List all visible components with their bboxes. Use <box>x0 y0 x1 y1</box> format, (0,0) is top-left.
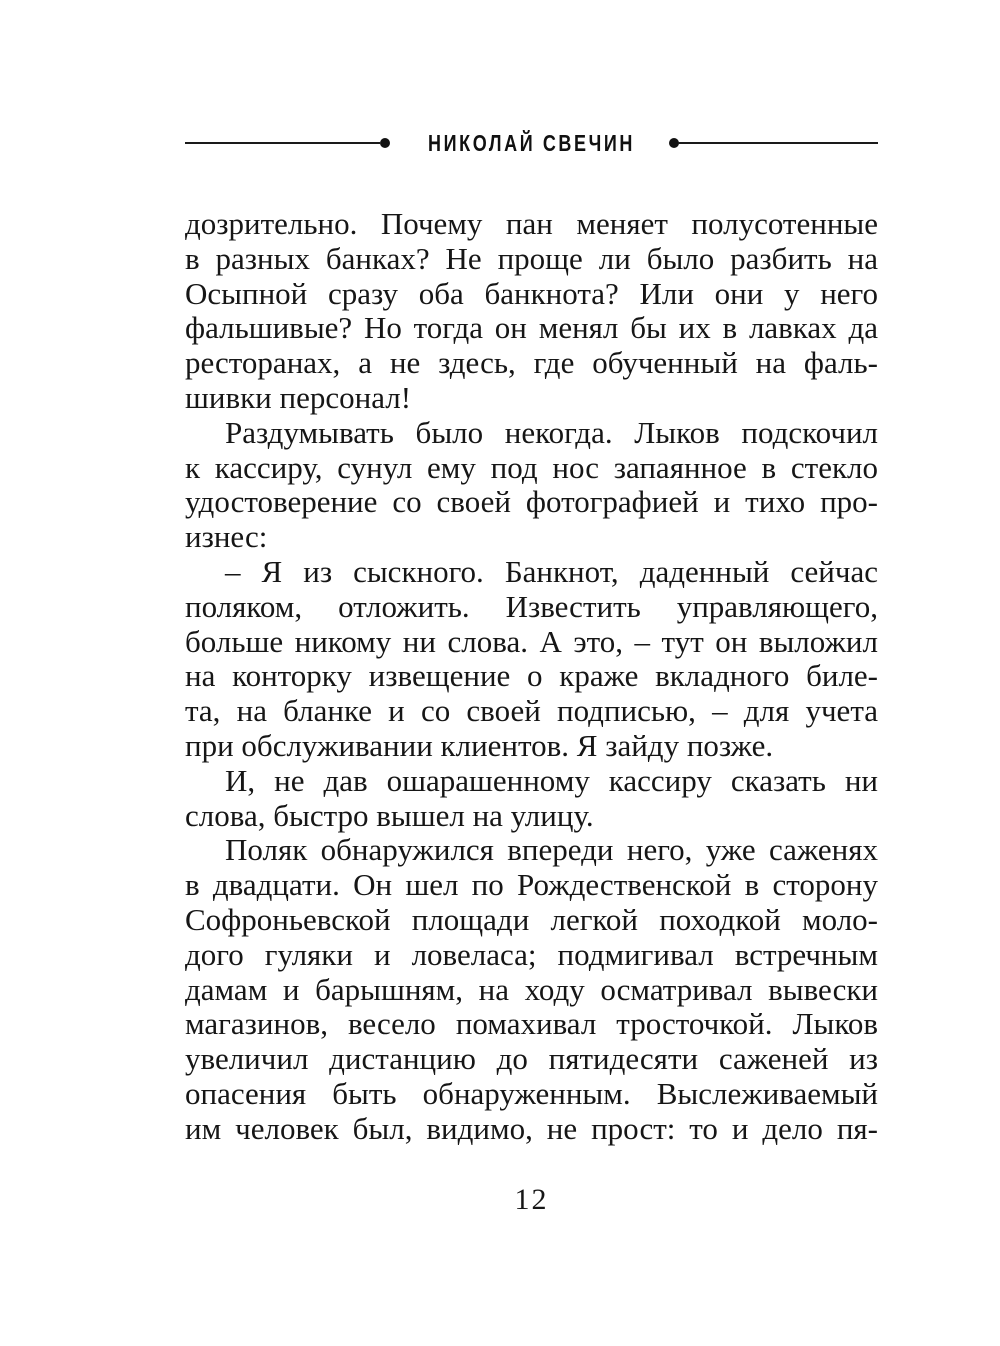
running-head-rule-left <box>185 142 380 144</box>
text-line: та, на бланке и со своей подписью, – для учета <box>185 693 878 729</box>
text-line: поляком, отложить. Известить управляющего, <box>185 588 878 624</box>
paragraph-3 <box>185 555 878 764</box>
text-line: фальшивые? Но тогда он менял бы их в лавках да <box>185 310 878 346</box>
running-head-rule-right <box>678 142 878 144</box>
text-line: в разных банках? Не проще ли было разбить на <box>185 240 878 276</box>
text-line: удостоверение со своей фотографией и тихо про- <box>185 484 878 520</box>
paragraph-1 <box>185 207 878 416</box>
text-line: шивки персонал! <box>185 379 412 415</box>
text-line: дозрительно. Почему пан меняет полусотенные <box>185 206 878 241</box>
text-line: И, не дав ошарашенному кассиру сказать ни <box>225 762 878 798</box>
text-line: опасения быть обнаруженным. Выслеживаемый <box>185 1075 878 1111</box>
running-head-title: НИКОЛАЙ СВЕЧИН <box>427 130 636 156</box>
text-line: в двадцати. Он шел по Рождественской в сторону <box>185 867 878 903</box>
text-line: при обслуживании клиентов. Я зайду позже. <box>185 727 774 763</box>
text-line: увеличил дистанцию до пятидесяти саженей из <box>185 1041 878 1077</box>
text-line: слова, быстро вышел на улицу. <box>185 797 594 833</box>
text-line: больше никому ни слова. А это, – тут он выложил <box>185 623 878 659</box>
text-line: Осыпной сразу оба банкнота? Или они у него <box>185 275 878 311</box>
text-line: магазинов, весело помахивал тросточкой. Лыков <box>185 1006 878 1042</box>
text-line: к кассиру, сунул ему под нос запаянное в стекло <box>185 449 878 485</box>
text-line: дамам и барышням, на ходу осматривал вывески <box>185 971 878 1007</box>
paragraph-2 <box>185 416 878 555</box>
text-line: ресторанах, а не здесь, где обученный на фаль- <box>185 345 878 381</box>
text-line: изнес: <box>185 519 268 555</box>
text-line: Раздумывать было некогда. Лыков подскочил <box>225 414 878 450</box>
paragraph-4 <box>185 764 878 834</box>
running-head-dot-left-icon <box>380 138 390 148</box>
text-line: Поляк обнаружился впереди него, уже саженях <box>225 832 878 868</box>
text-line: – Я из сыскного. Банкнот, даденный сейчас <box>225 553 878 589</box>
body-text <box>185 207 878 1147</box>
text-line: дого гуляки и ловеласа; подмигивал встречным <box>185 936 878 972</box>
page-number: 12 <box>514 1183 549 1216</box>
text-line: им человек был, видимо, не прост: то и дело пя- <box>185 1110 878 1146</box>
text-line: Софроньевской площади легкой походкой моло- <box>185 901 878 937</box>
paragraph-5 <box>185 833 878 1146</box>
text-line: на конторку извещение о краже вкладного биле- <box>185 658 878 694</box>
